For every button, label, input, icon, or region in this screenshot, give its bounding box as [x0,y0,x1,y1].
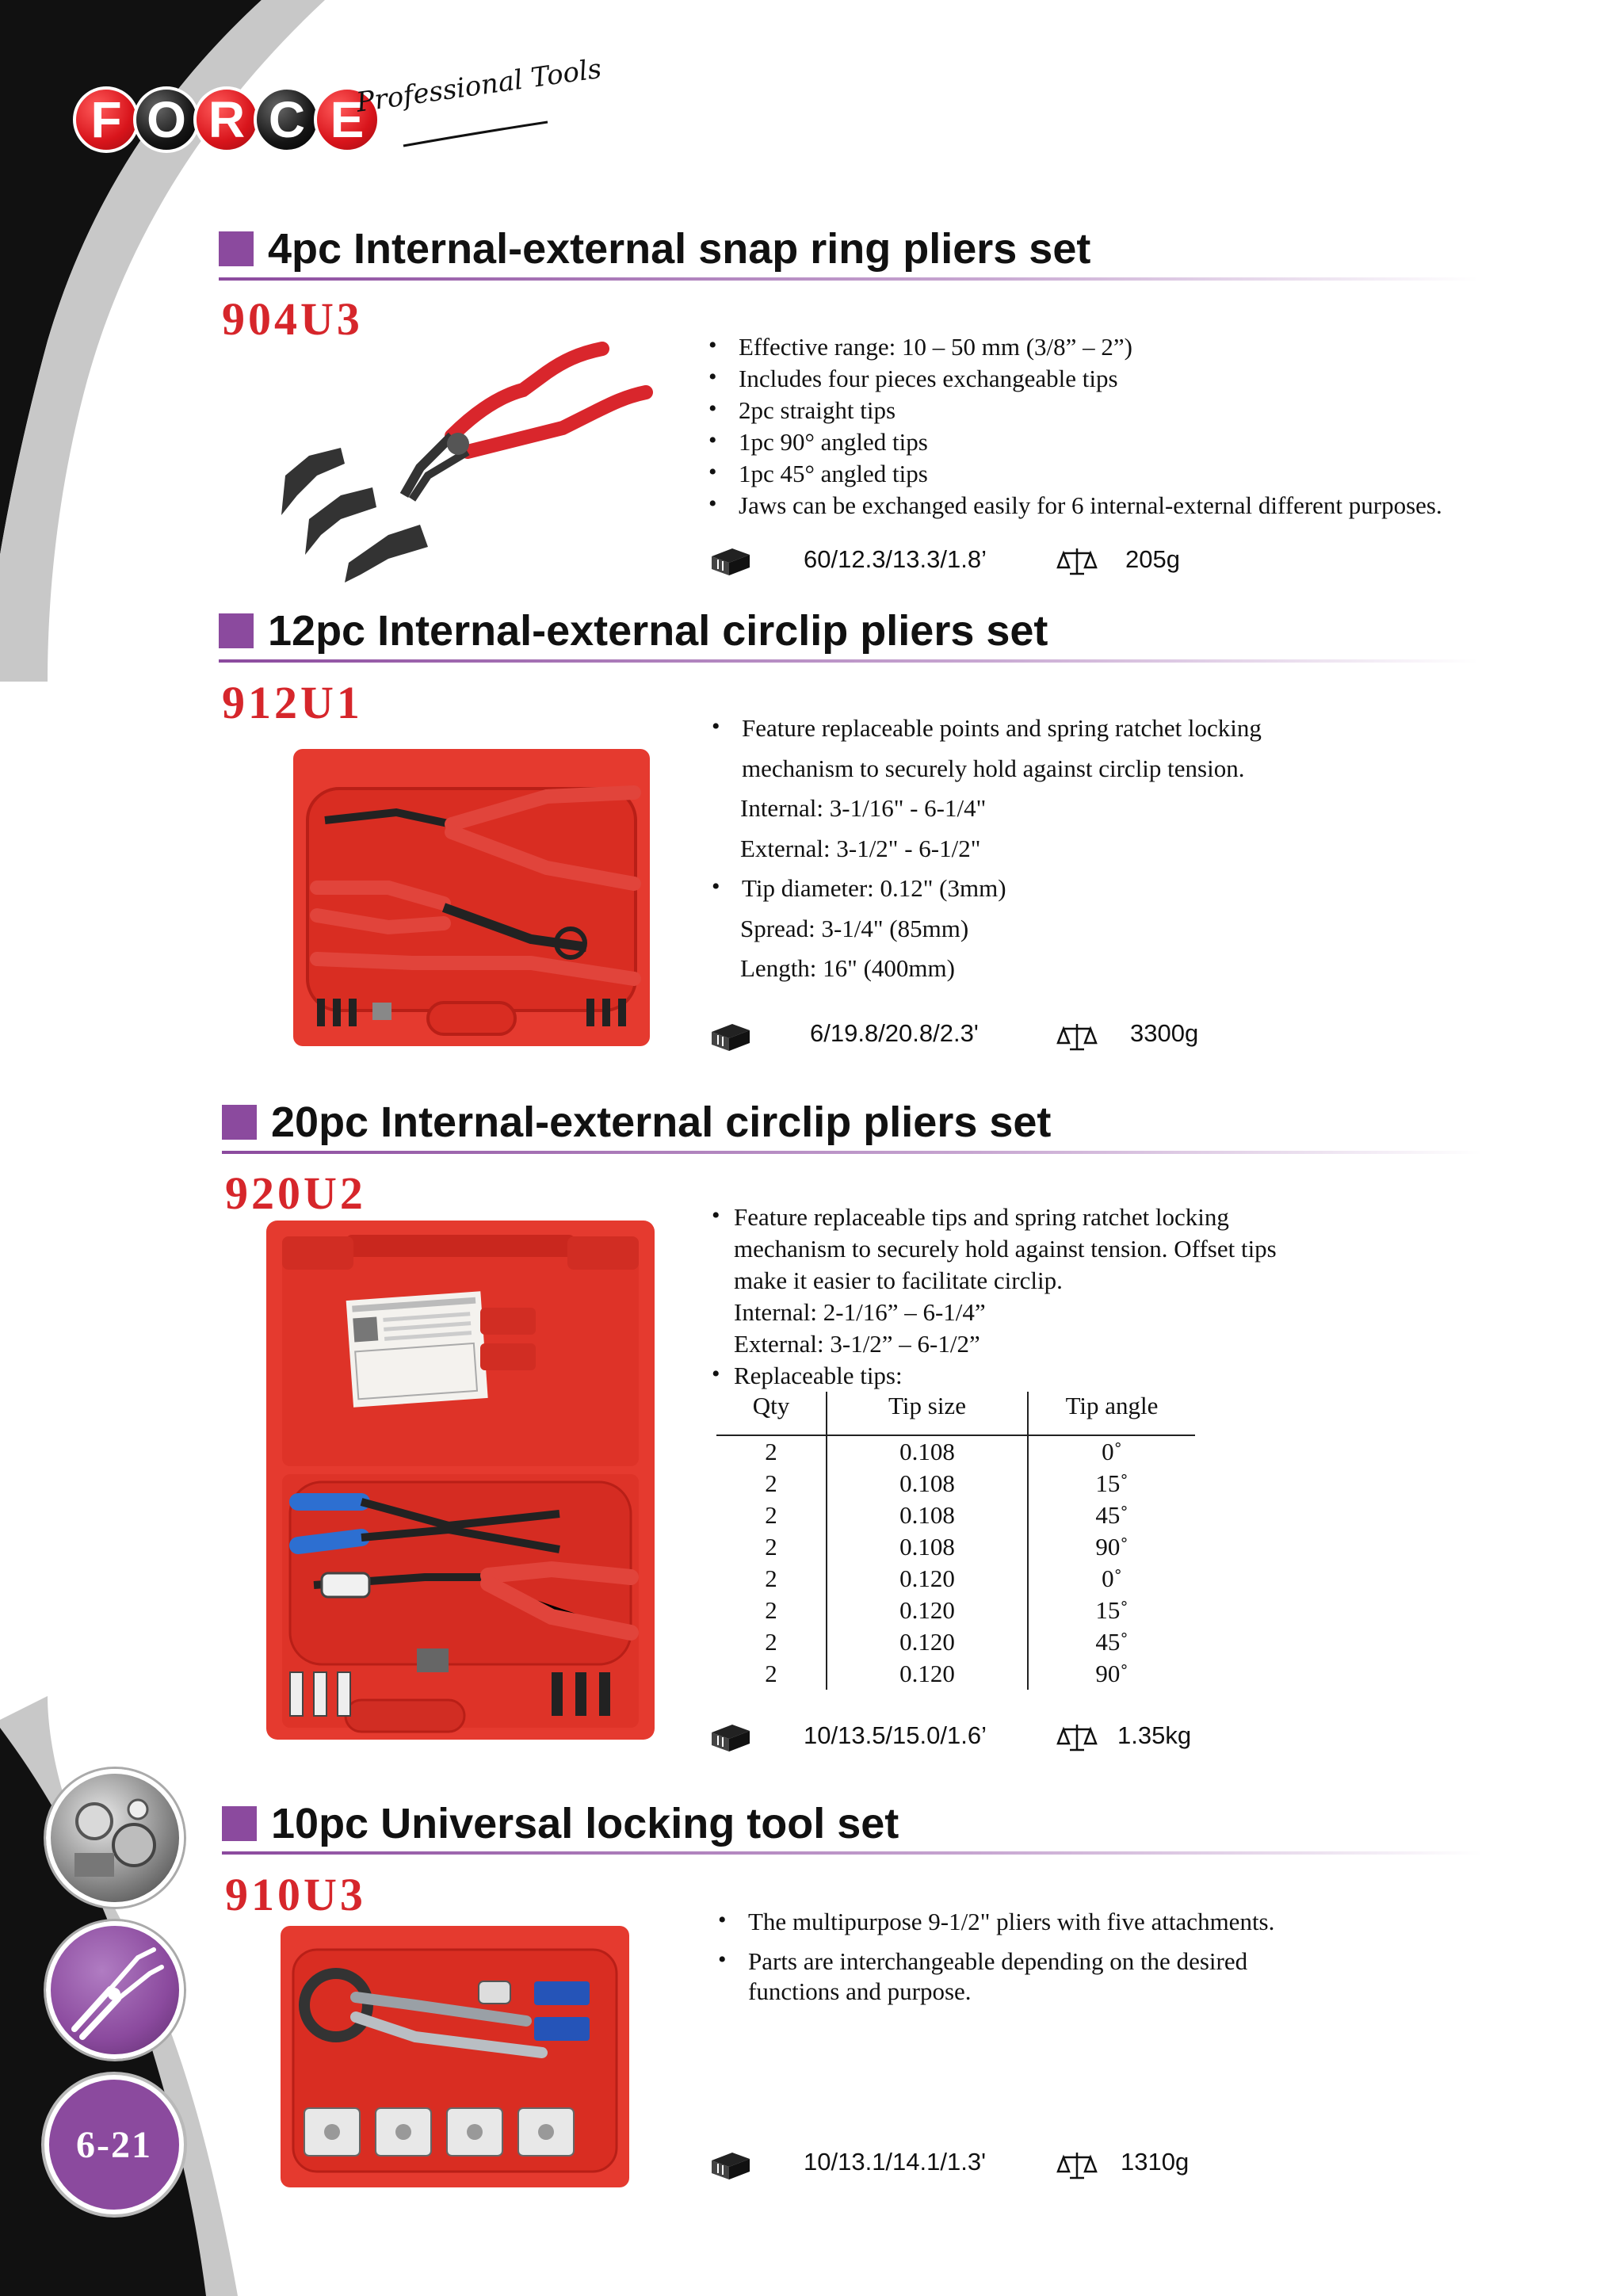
weight-info: 1310g [1121,2148,1190,2176]
carton-box-icon [708,1021,753,1052]
feature-item: External: 3-1/2" - 6-1/2" [740,834,981,862]
circlip-pliers-case-image [293,749,650,1046]
feature-item: Length: 16" (400mm) [740,954,955,982]
tagline-underline [400,119,551,151]
feature-item: Internal: 2-1/16” – 6-1/4” [734,1298,986,1326]
feature-item: • Feature replaceable tips and spring ratchet locking [712,1201,1277,1233]
weight-info: 3300g [1130,1019,1199,1047]
section-title-text: 4pc Internal-external snap ring pliers set [268,225,1091,273]
section-title-text: 20pc Internal-external circlip pliers set [271,1098,1052,1146]
table-header: Tip size [827,1392,1028,1435]
logo-letter: R [193,86,260,153]
table-cell: 0.120 [827,1595,1028,1626]
feature-item: • Tip diameter: 0.12" (3mm) [712,869,1262,909]
carton-box-icon [708,2149,753,2181]
table-cell: 0.108 [827,1499,1028,1531]
feature-item: • Replaceable tips: [712,1360,1277,1392]
balance-scale-icon [1056,1721,1098,1753]
feature-item: • Includes four pieces exchangeable tips [708,363,1442,395]
table-cell: 2 [765,1438,777,1465]
table-cell: 0.108 [827,1531,1028,1563]
table-cell: 90˚ [1095,1660,1128,1687]
table-row [716,1468,1195,1499]
locking-tool-case-image [281,1926,629,2187]
logo-letter: O [133,86,200,153]
page-number: 6-21 [76,2123,152,2166]
snap-ring-pliers-image [262,317,658,586]
table-cell: 45˚ [1095,1628,1128,1656]
features-list-920u2 [712,1201,1277,1392]
table-header: Qty [716,1392,827,1435]
section-title-904u3 [219,224,1090,273]
force-logo [73,82,374,158]
table-cell: 15˚ [1095,1596,1128,1624]
product-code: 920U2 [225,1167,366,1219]
table-cell: 0.108 [827,1468,1028,1499]
section-marker [219,231,254,266]
table-row [716,1563,1195,1595]
table-cell: 0.120 [827,1658,1028,1690]
features-list-910u3 [718,1905,1274,2005]
table-cell: 0˚ [1102,1564,1122,1592]
product-code: 904U3 [222,293,363,345]
table-cell: 2 [765,1564,777,1592]
section-marker [222,1105,257,1140]
section-title-920u2 [222,1098,1051,1147]
feature-item: • Parts are interchangeable depending on the desired [718,1945,1274,1978]
product-code: 912U1 [222,677,363,728]
carton-box-icon [708,545,753,577]
packing-info: 10/13.1/14.1/1.3' [804,2148,987,2176]
table-row [716,1595,1195,1626]
table-row [716,1435,1195,1468]
table-cell: 2 [765,1596,777,1624]
feature-item: mechanism to securely hold against circlip tension. [742,754,1245,782]
logo-tagline: Professional Tools [354,52,604,119]
feature-item: • Effective range: 10 – 50 mm (3/8” – 2”) [708,331,1442,363]
table-row [716,1499,1195,1531]
carton-box-icon [708,1721,753,1753]
feature-item: • 2pc straight tips [708,395,1442,426]
feature-item: External: 3-1/2” – 6-1/2” [734,1330,980,1358]
table-row [716,1658,1195,1690]
balance-scale-icon [1056,2149,1098,2181]
product-code: 910U3 [225,1869,366,1920]
table-cell: 2 [765,1660,777,1687]
feature-item: Spread: 3-1/4" (85mm) [740,914,969,942]
section-rule [222,1151,1482,1154]
table-cell: 0.120 [827,1563,1028,1595]
engine-parts-icon [46,1769,184,1907]
table-row [716,1626,1195,1658]
table-cell: 2 [765,1501,777,1529]
section-title-text: 10pc Universal locking tool set [271,1800,899,1847]
circlip-pliers-case-image [266,1221,655,1740]
packing-info: 60/12.3/13.3/1.8’ [804,545,987,573]
section-title-910u3 [222,1799,899,1848]
balance-scale-icon [1056,545,1098,577]
page-number-badge [44,2075,184,2214]
packing-info: 10/13.5/15.0/1.6’ [804,1721,987,1749]
table-cell: 2 [765,1628,777,1656]
features-list-912u1 [712,709,1262,989]
feature-item: • 1pc 90° angled tips [708,426,1442,458]
feature-item: • Jaws can be exchanged easily for 6 internal-external different purposes. [708,490,1442,521]
feature-item: • 1pc 45° angled tips [708,458,1442,490]
section-title-912u1 [219,606,1048,655]
table-cell: 45˚ [1095,1501,1128,1529]
section-title-text: 12pc Internal-external circlip pliers set [268,607,1048,655]
table-cell: 2 [765,1533,777,1561]
table-cell: 0˚ [1102,1438,1122,1465]
table-cell: 15˚ [1095,1469,1128,1497]
weight-info: 1.35kg [1117,1721,1192,1749]
logo-letter: C [254,86,320,153]
table-cell: 90˚ [1095,1533,1128,1561]
feature-item: make it easier to facilitate circlip. [734,1266,1063,1294]
balance-scale-icon [1056,1021,1098,1052]
pliers-category-icon [46,1921,184,2059]
table-cell: 2 [765,1469,777,1497]
table-cell: 0.120 [827,1626,1028,1658]
feature-item: Internal: 3-1/16" - 6-1/4" [740,794,987,822]
replaceable-tips-table [716,1392,1195,1690]
feature-item: mechanism to securely hold against tension. Offset tips [734,1235,1277,1263]
features-list-904u3 [708,331,1442,521]
logo-letter: F [73,86,139,153]
weight-info: 205g [1125,545,1180,573]
section-rule [219,277,1479,281]
section-rule [219,659,1479,663]
table-header: Tip angle [1028,1392,1195,1435]
section-marker [219,613,254,648]
section-marker [222,1806,257,1841]
table-cell: 0.108 [827,1435,1028,1468]
feature-item: functions and purpose. [748,1977,972,2005]
logo-letter: E [314,86,380,153]
packing-info: 6/19.8/20.8/2.3' [810,1019,979,1047]
table-row [716,1531,1195,1563]
feature-item: • The multipurpose 9-1/2" pliers with five attachments. [718,1905,1274,1939]
feature-item: • Feature replaceable points and spring ratchet locking [712,709,1262,749]
section-rule [222,1851,1482,1855]
